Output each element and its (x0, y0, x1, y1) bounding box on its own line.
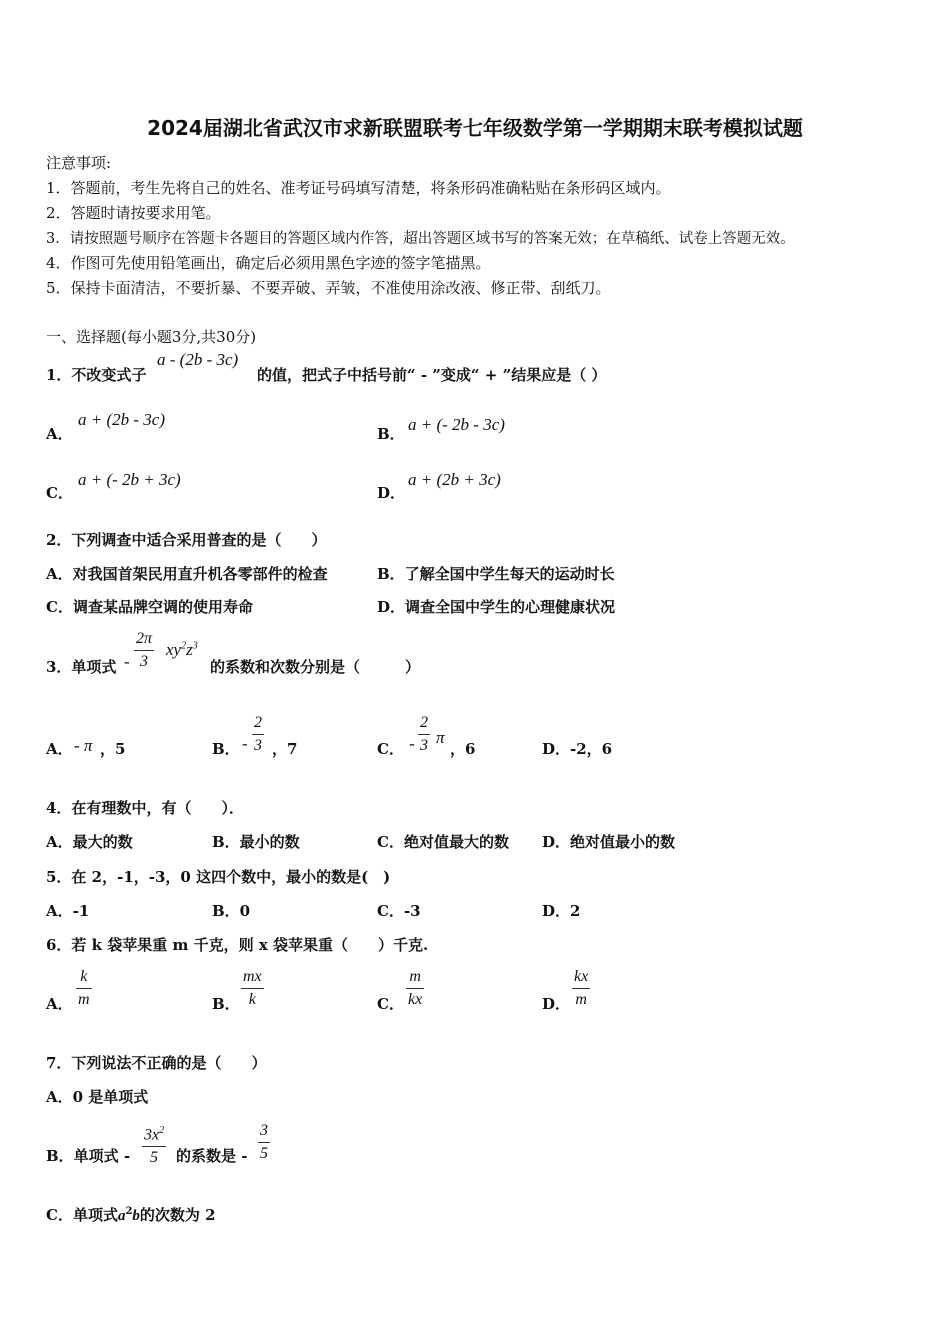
q6-option-b-numerator: mx (241, 966, 264, 989)
q6-option-d-fraction (572, 966, 590, 1011)
q2-option-d: D．调查全国中学生的心理健康状况 (377, 598, 616, 616)
q3-option-c-label: C． (377, 740, 404, 758)
q6-option-c-label: C． (377, 995, 404, 1013)
notice-item-2: 2．答题时请按要求用笔。 (46, 204, 221, 222)
q7-option-b-numerator-2: 3 (258, 1120, 270, 1143)
q1-expression: a - (2b - 3c) (157, 350, 239, 369)
q3-option-c-fraction (418, 712, 430, 757)
q2-option-b: B．了解全国中学生每天的运动时长 (377, 565, 615, 583)
q3-option-a-value: - π (74, 736, 93, 755)
q6-option-c-fraction (406, 966, 424, 1011)
q7-option-c-post: 的次数为 2 (139, 1206, 216, 1224)
q2-stem: 2．下列调查中适合采用普查的是（ ） (46, 531, 327, 549)
section-heading: 一、选择题(每小题3分,共30分) (46, 328, 257, 346)
q3-option-c-denominator: 3 (420, 737, 428, 754)
q7-option-b-exponent: 2 (159, 1125, 165, 1136)
q3-minus: - (124, 652, 130, 671)
q7-option-c-exponent: 2 (125, 1206, 133, 1217)
q2-option-c: C．调查某品牌空调的使用寿命 (46, 598, 253, 616)
q1-option-d: a + (2b + 3c) (408, 470, 501, 489)
q3-option-a-label: A． (46, 740, 73, 758)
q1-option-b-label: B． (377, 425, 405, 443)
q3-option-c-pi: π (436, 728, 445, 747)
q6-option-b-label: B． (212, 995, 240, 1013)
q6-option-b-denominator: k (248, 991, 256, 1008)
q5-option-a: A．-1 (46, 902, 90, 920)
q3-option-b-numerator: 2 (252, 712, 264, 735)
q7-option-b-fraction-2 (258, 1120, 270, 1165)
q1-option-a-label: A． (46, 425, 73, 443)
q6-option-d-label: D． (542, 995, 571, 1013)
notice-item-3: 3．请按照题号顺序在答题卡各题目的答题区域内作答，超出答题区域书写的答案无效；在草稿纸、试卷上答题无效。 (46, 231, 795, 247)
q3-option-b-denominator: 3 (254, 737, 262, 754)
q3-exp-z: 3 (192, 640, 198, 652)
q2-option-a: A．对我国首架民用直升机各零部件的检查 (46, 565, 328, 583)
q3-option-b-minus: - (242, 734, 248, 753)
q7-option-b-denominator: 5 (150, 1149, 159, 1167)
q3-option-c-numerator: 2 (418, 712, 430, 735)
q7-option-c-b: b (132, 1208, 140, 1224)
q3-var-z: z (186, 640, 193, 659)
notice-item-1: 1．答题前，考生先将自己的姓名、准考证号码填写清楚，将条形码准确粘贴在条形码区域内。 (46, 179, 671, 197)
q4-option-a: A．最大的数 (46, 833, 133, 851)
notice-item-5: 5．保持卡面清洁，不要折暴、不要弄破、弄皱，不准使用涂改液、修正带、刮纸刀。 (46, 279, 611, 297)
q6-option-b-fraction (241, 966, 264, 1011)
q1-option-b: a + (- 2b - 3c) (408, 415, 505, 434)
q4-option-d: D．绝对值最小的数 (542, 833, 676, 851)
q6-option-a-label: A． (46, 995, 73, 1013)
q3-fraction (134, 628, 154, 673)
q7-option-b-denominator-2: 5 (260, 1145, 268, 1162)
q3-stem-post: 的系数和次数分别是（ ） (210, 658, 421, 676)
q6-option-d-denominator: m (575, 991, 587, 1008)
q6-option-c-denominator: kx (408, 991, 423, 1008)
notice-heading: 注意事项: (46, 154, 112, 172)
notice-item-4: 4．作图可先使用铅笔画出，确定后必须用黑色字迹的签字笔描黑。 (46, 254, 491, 272)
q5-option-b: B．0 (212, 902, 251, 920)
q7-option-c-pre: C．单项式 (46, 1206, 118, 1224)
q6-option-d-numerator: kx (572, 966, 590, 989)
q1-stem-post: 的值，把式子中括号前“ - ”变成“ + ”结果应是（ ） (257, 366, 607, 384)
page-title: 2024届湖北省武汉市求新联盟联考七年级数学第一学期期末联考模拟试题 (147, 116, 803, 140)
q3-option-a-tail: ，5 (100, 740, 126, 758)
q6-option-a-numerator: k (76, 966, 92, 989)
q6-option-a-fraction (76, 966, 92, 1011)
q7-option-b-num-text: 3x (144, 1126, 160, 1144)
q7-option-b-mid: 的系数是 - (176, 1147, 248, 1165)
q1-option-c-label: C． (46, 484, 73, 502)
q4-option-c: C．绝对值最大的数 (377, 833, 509, 851)
q1-option-a: a + (2b - 3c) (78, 410, 166, 429)
q5-option-d: D．2 (542, 902, 581, 920)
q6-option-c-numerator: m (406, 966, 424, 989)
q7-option-c (46, 1204, 216, 1225)
q5-stem: 5．在 2，-1，-3，0 这四个数中，最小的数是( ) (46, 868, 391, 886)
q3-stem-pre: 3．单项式 (46, 658, 117, 676)
q7-option-b-pre: B．单项式 - (46, 1147, 131, 1165)
q6-stem: 6．若 k 袋苹果重 m 千克，则 x 袋苹果重（ ）千克. (46, 936, 429, 954)
q3-fraction-denominator: 3 (140, 653, 148, 670)
q7-option-c-a: a (117, 1208, 126, 1224)
q7-option-b-numerator (142, 1120, 166, 1147)
q3-option-b-fraction (252, 712, 264, 757)
q3-option-c-tail: ，6 (450, 740, 476, 758)
q3-option-c-minus: - (409, 734, 415, 753)
q6-option-a-denominator: m (78, 991, 90, 1008)
q5-option-c: C．-3 (377, 902, 421, 920)
q3-option-b-label: B． (212, 740, 240, 758)
q1-option-c: a + (- 2b + 3c) (78, 470, 181, 489)
q4-option-b: B．最小的数 (212, 833, 300, 851)
q3-option-d: D．-2，6 (542, 740, 613, 758)
q3-fraction-numerator: 2π (134, 628, 154, 651)
q7-stem: 7．下列说法不正确的是（ ） (46, 1054, 267, 1072)
q7-option-b-fraction (142, 1120, 166, 1169)
q3-option-b-tail: ，7 (272, 740, 298, 758)
q7-option-a: A．0 是单项式 (46, 1088, 149, 1106)
q1-option-d-label: D． (377, 484, 406, 502)
q1-stem-pre: 1．不改变式子 (46, 366, 147, 384)
q3-var-xy: xy (166, 640, 182, 659)
q3-variables (166, 640, 198, 660)
q4-stem: 4．在有理数中，有（ ）． (46, 799, 244, 817)
q3-exp-y: 2 (181, 640, 187, 652)
